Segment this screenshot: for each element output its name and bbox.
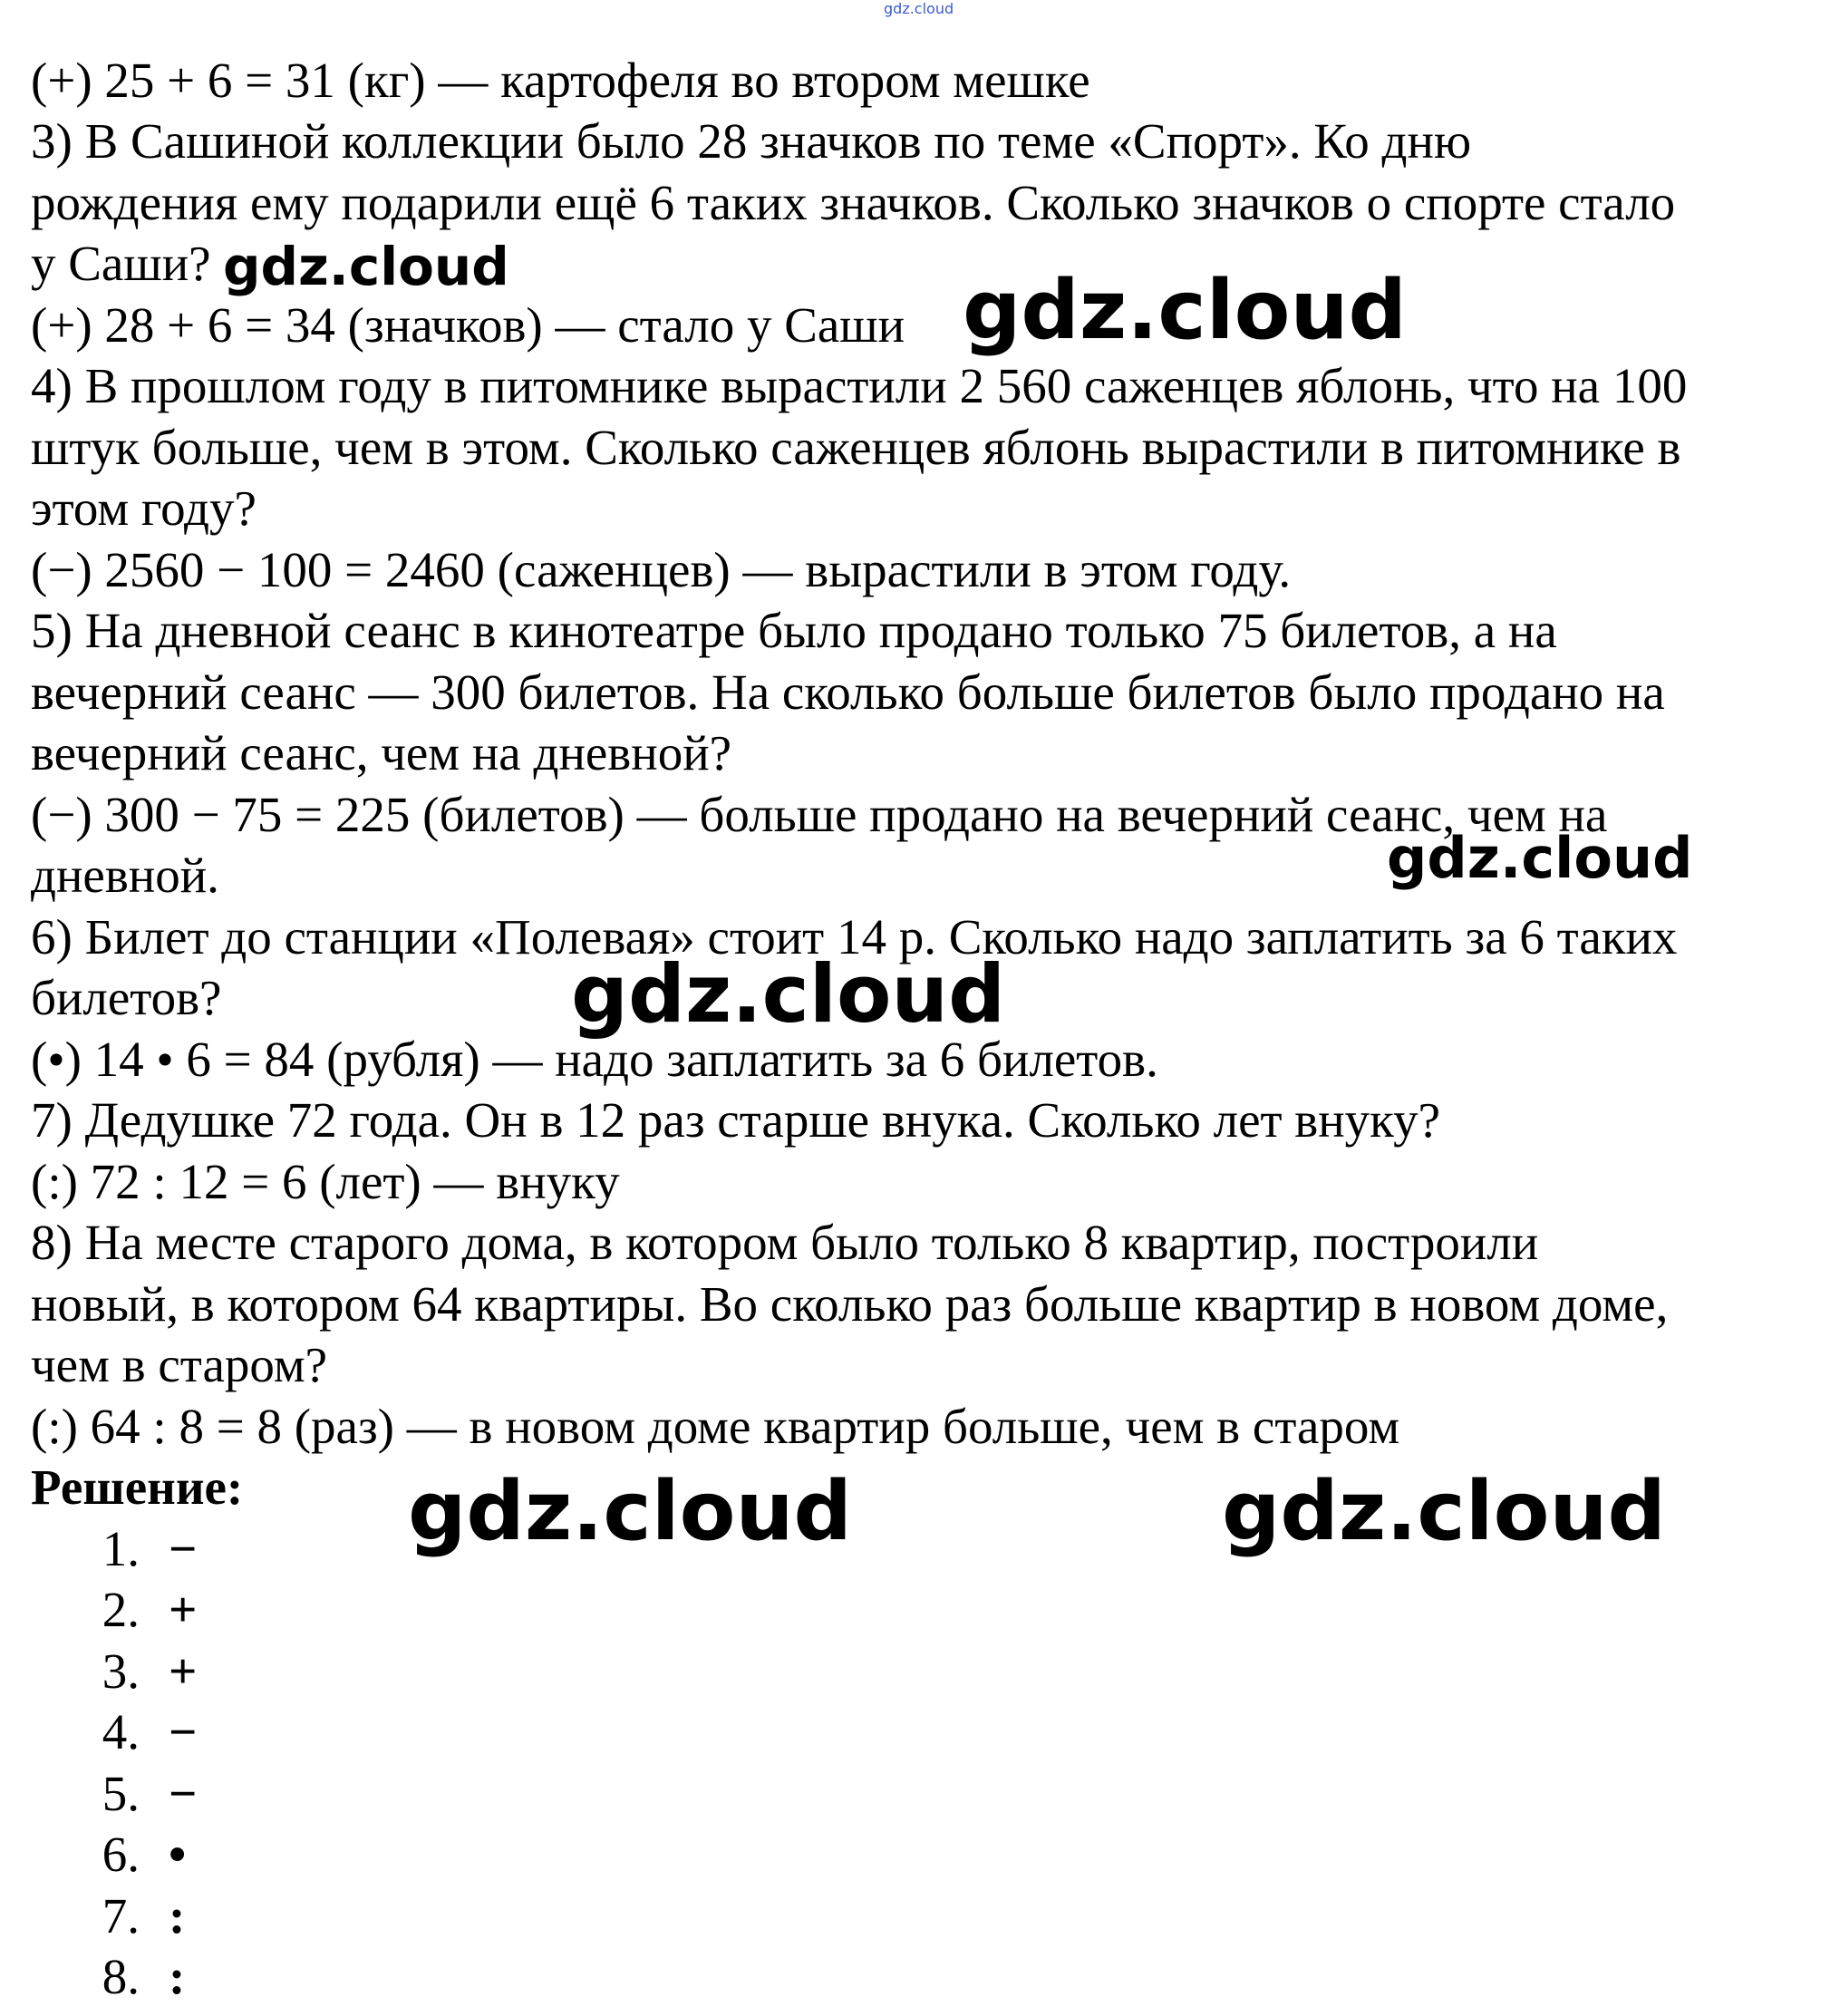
text-line: (+) 28 + 6 = 34 (значков) — стало у Саши	[31, 297, 905, 353]
text-line: билетов?	[31, 970, 222, 1025]
text-line: новый, в котором 64 квартиры. Во сколько раз больше квартир в новом доме,	[31, 1276, 1669, 1332]
solution-item-number: 1.	[102, 1521, 140, 1576]
text-line: (:) 64 : 8 = 8 (раз) — в новом доме квартир больше, чем в старом	[31, 1399, 1400, 1454]
text-line: чем в старом?	[31, 1337, 328, 1392]
watermark: gdz.cloud	[223, 236, 509, 297]
text-line: дневной.	[31, 848, 219, 903]
text-line: 4) В прошлом году в питомнике вырастили 2 560 саженцев яблонь, что на 100	[31, 358, 1688, 413]
solution-item-number: 6.	[102, 1827, 140, 1882]
text-line: 3) В Сашиной коллекции было 28 значков по теме «Спорт». Ко дню	[31, 113, 1472, 169]
text-line: (−) 2560 − 100 = 2460 (саженцев) — вырастили в этом году.	[31, 542, 1292, 597]
solution-item-operation: −	[169, 1766, 198, 1821]
solution-item-operation: :	[169, 1949, 186, 2004]
watermark: gdz.cloud	[408, 1464, 852, 1559]
text-line: вечерний сеанс, чем на дневной?	[31, 725, 732, 780]
text-line: вечерний сеанс — 300 билетов. На сколько больше билетов было продано на	[31, 664, 1665, 720]
solution-heading: Решение:	[31, 1459, 244, 1515]
solution-item-number: 2.	[102, 1582, 140, 1637]
solution-item-number: 8.	[102, 1949, 140, 2004]
solution-item-number: 4.	[102, 1704, 140, 1759]
text-line: 7) Дедушке 72 года. Он в 12 раз старше внука. Сколько лет внуку?	[31, 1092, 1441, 1148]
solution-item-operation: −	[169, 1521, 198, 1576]
solution-item-operation: :	[169, 1888, 186, 1943]
text-line: (:) 72 : 12 = 6 (лет) — внуку	[31, 1154, 620, 1209]
solution-item-number: 5.	[102, 1766, 140, 1821]
text-line: (−) 300 − 75 = 225 (билетов) — больше продано на вечерний сеанс, чем на	[31, 787, 1608, 842]
solution-item-number: 7.	[102, 1888, 140, 1943]
text-line: 6) Билет до станции «Полевая» стоит 14 р. Сколько надо заплатить за 6 таких	[31, 909, 1678, 964]
solution-item-operation: +	[169, 1643, 198, 1699]
text-line: (+) 25 + 6 = 31 (кг) — картофеля во втором мешке	[31, 53, 1090, 108]
solution-item-operation: •	[169, 1827, 187, 1882]
text-line: этом году?	[31, 480, 257, 536]
watermark: gdz.cloud	[1222, 1464, 1666, 1559]
text-line: 5) На дневной сеанс в кинотеатре было продано только 75 билетов, а на	[31, 603, 1557, 658]
watermark: gdz.cloud	[571, 947, 1006, 1041]
text-line: штук больше, чем в этом. Сколько саженцев яблонь вырастили в питомнике в	[31, 420, 1681, 475]
solution-item-operation: −	[169, 1704, 198, 1759]
text-line: (•) 14 • 6 = 84 (рубля) — надо заплатить за 6 билетов.	[31, 1032, 1158, 1087]
text-line: у Саши?	[31, 236, 211, 291]
watermark: gdz.cloud	[1387, 825, 1693, 891]
text-line: 8) На месте старого дома, в котором было только 8 квартир, построили	[31, 1215, 1539, 1270]
solution-item-number: 3.	[102, 1643, 140, 1699]
text-line: рождения ему подарили ещё 6 таких значков. Сколько значков о спорте стало	[31, 175, 1676, 230]
top-watermark: gdz.cloud	[884, 0, 954, 17]
solution-item-operation: +	[169, 1582, 198, 1637]
watermark: gdz.cloud	[963, 263, 1407, 358]
